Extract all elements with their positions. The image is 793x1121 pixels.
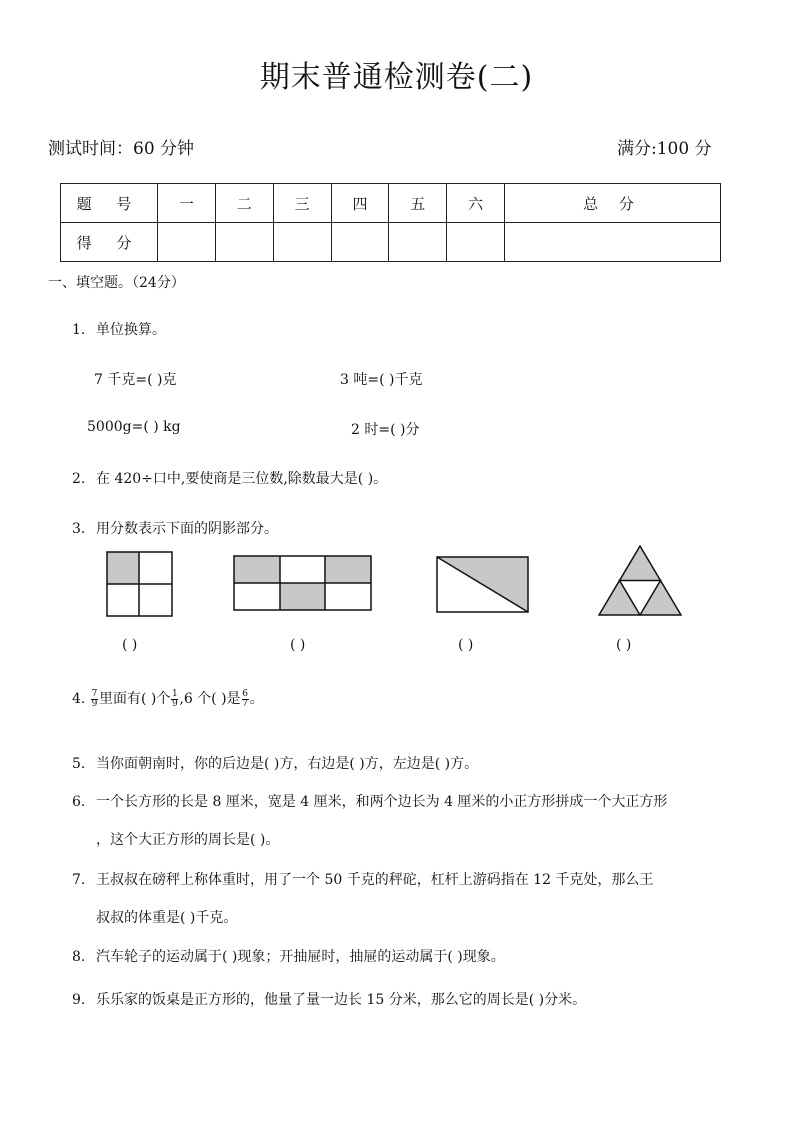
q3-answer-blank-4[interactable]: ( )	[616, 637, 632, 653]
question-9	[72, 989, 586, 1009]
score-input-cell[interactable]	[215, 223, 273, 262]
score-table-header-row	[61, 184, 721, 223]
q1-item-c: 5000g=( ) kg	[87, 419, 181, 435]
question-number: 5.	[72, 756, 86, 772]
question-number: 8.	[72, 949, 86, 965]
question-7-continued: 叔叔的体重是( )千克。	[96, 910, 238, 926]
question-5	[72, 753, 478, 773]
score-table-cell: 五	[389, 184, 447, 223]
score-input-cell[interactable]	[273, 223, 331, 262]
question-text: 用分数表示下面的阴影部分。	[96, 521, 278, 537]
question-number: 2.	[72, 471, 86, 487]
fraction: $\frac{7}{9}$	[91, 688, 98, 709]
question-text: 王叔叔在磅秤上称体重时，用了一个 50 千克的秤砣，杠杆上游码指在 12 千克处，那么王	[96, 872, 654, 888]
question-text: 里面有( )个	[99, 691, 171, 707]
q1-item-b: 3 吨=( )千克	[340, 372, 423, 388]
q1-item-d: 2 时=( )分	[351, 422, 420, 438]
score-table-cell: 二	[215, 184, 273, 223]
fraction: $\frac{1}{9}$	[172, 688, 178, 709]
question-6	[72, 791, 667, 811]
question-text: 一个长方形的长是 8 厘米，宽是 4 厘米，和两个边长为 4 厘米的小正方形拼成一个大正方形	[96, 794, 668, 810]
figure-triangle-quarters	[598, 545, 682, 616]
shaded-cell	[234, 556, 280, 583]
score-table-cell: 题 号	[61, 184, 158, 223]
question-3	[72, 518, 278, 538]
score-table	[60, 183, 721, 262]
section-heading: 一、填空题。（24分）	[48, 275, 185, 291]
question-text: 乐乐家的饭桌是正方形的，他量了量一边长 15 分米，那么它的周长是( )分米。	[96, 992, 587, 1008]
exam-time: 测试时间：60 分钟	[48, 139, 195, 159]
question-text: 当你面朝南时，你的后边是( )方，右边是( )方，左边是( )方。	[96, 756, 479, 772]
question-number: 3.	[72, 521, 86, 537]
score-input-cell[interactable]	[389, 223, 447, 262]
question-4: 4. $\frac{7}{9}$ 里面有( )个 $\frac{1}{9}$ ,6 个( )是 $\frac{6}{7}$ 。	[72, 688, 264, 709]
score-table-score-row	[61, 223, 721, 262]
question-7	[72, 869, 653, 889]
figure-rectangle-sixths	[233, 555, 372, 611]
q3-answer-blank-1[interactable]: ( )	[122, 637, 138, 653]
question-number: 9.	[72, 992, 86, 1008]
question-8	[72, 946, 505, 966]
q3-answer-blank-2[interactable]: ( )	[290, 637, 306, 653]
score-table-cell: 四	[331, 184, 389, 223]
question-number: 6.	[72, 794, 86, 810]
question-text: ,6 个( )是	[179, 691, 241, 707]
shaded-cell	[107, 552, 139, 584]
shaded-cell	[325, 556, 371, 583]
question-6-continued: ，这个大正方形的周长是( )。	[96, 832, 280, 848]
question-number: 7.	[72, 872, 86, 888]
q3-answer-blank-3[interactable]: ( )	[458, 637, 474, 653]
score-table-cell: 总 分	[505, 184, 721, 223]
question-2	[72, 468, 387, 488]
score-input-cell[interactable]	[158, 223, 216, 262]
q1-item-a: 7 千克=( )克	[94, 372, 177, 388]
score-input-cell[interactable]	[505, 223, 721, 262]
score-table-cell: 一	[158, 184, 216, 223]
score-input-cell[interactable]	[331, 223, 389, 262]
fraction: $\frac{6}{7}$	[242, 688, 248, 709]
question-text: 单位换算。	[96, 322, 166, 338]
figure-rectangle-diagonal	[436, 556, 529, 613]
question-text: 在 420÷口中,要使商是三位数,除数最大是( )。	[96, 471, 388, 487]
question-text: 汽车轮子的运动属于( )现象；开抽屉时，抽屉的运动属于( )现象。	[96, 949, 505, 965]
full-score: 满分:100 分	[617, 139, 712, 159]
score-table-cell: 得 分	[61, 223, 158, 262]
question-1	[72, 319, 166, 339]
score-table-cell: 六	[447, 184, 505, 223]
figure-square-quarters	[106, 551, 173, 617]
question-number: 1.	[72, 322, 86, 338]
shaded-cell	[280, 583, 325, 610]
score-table-cell: 三	[273, 184, 331, 223]
page-title: 期末普通检测卷(二)	[259, 60, 534, 95]
question-number: 4.	[72, 691, 86, 707]
score-input-cell[interactable]	[447, 223, 505, 262]
